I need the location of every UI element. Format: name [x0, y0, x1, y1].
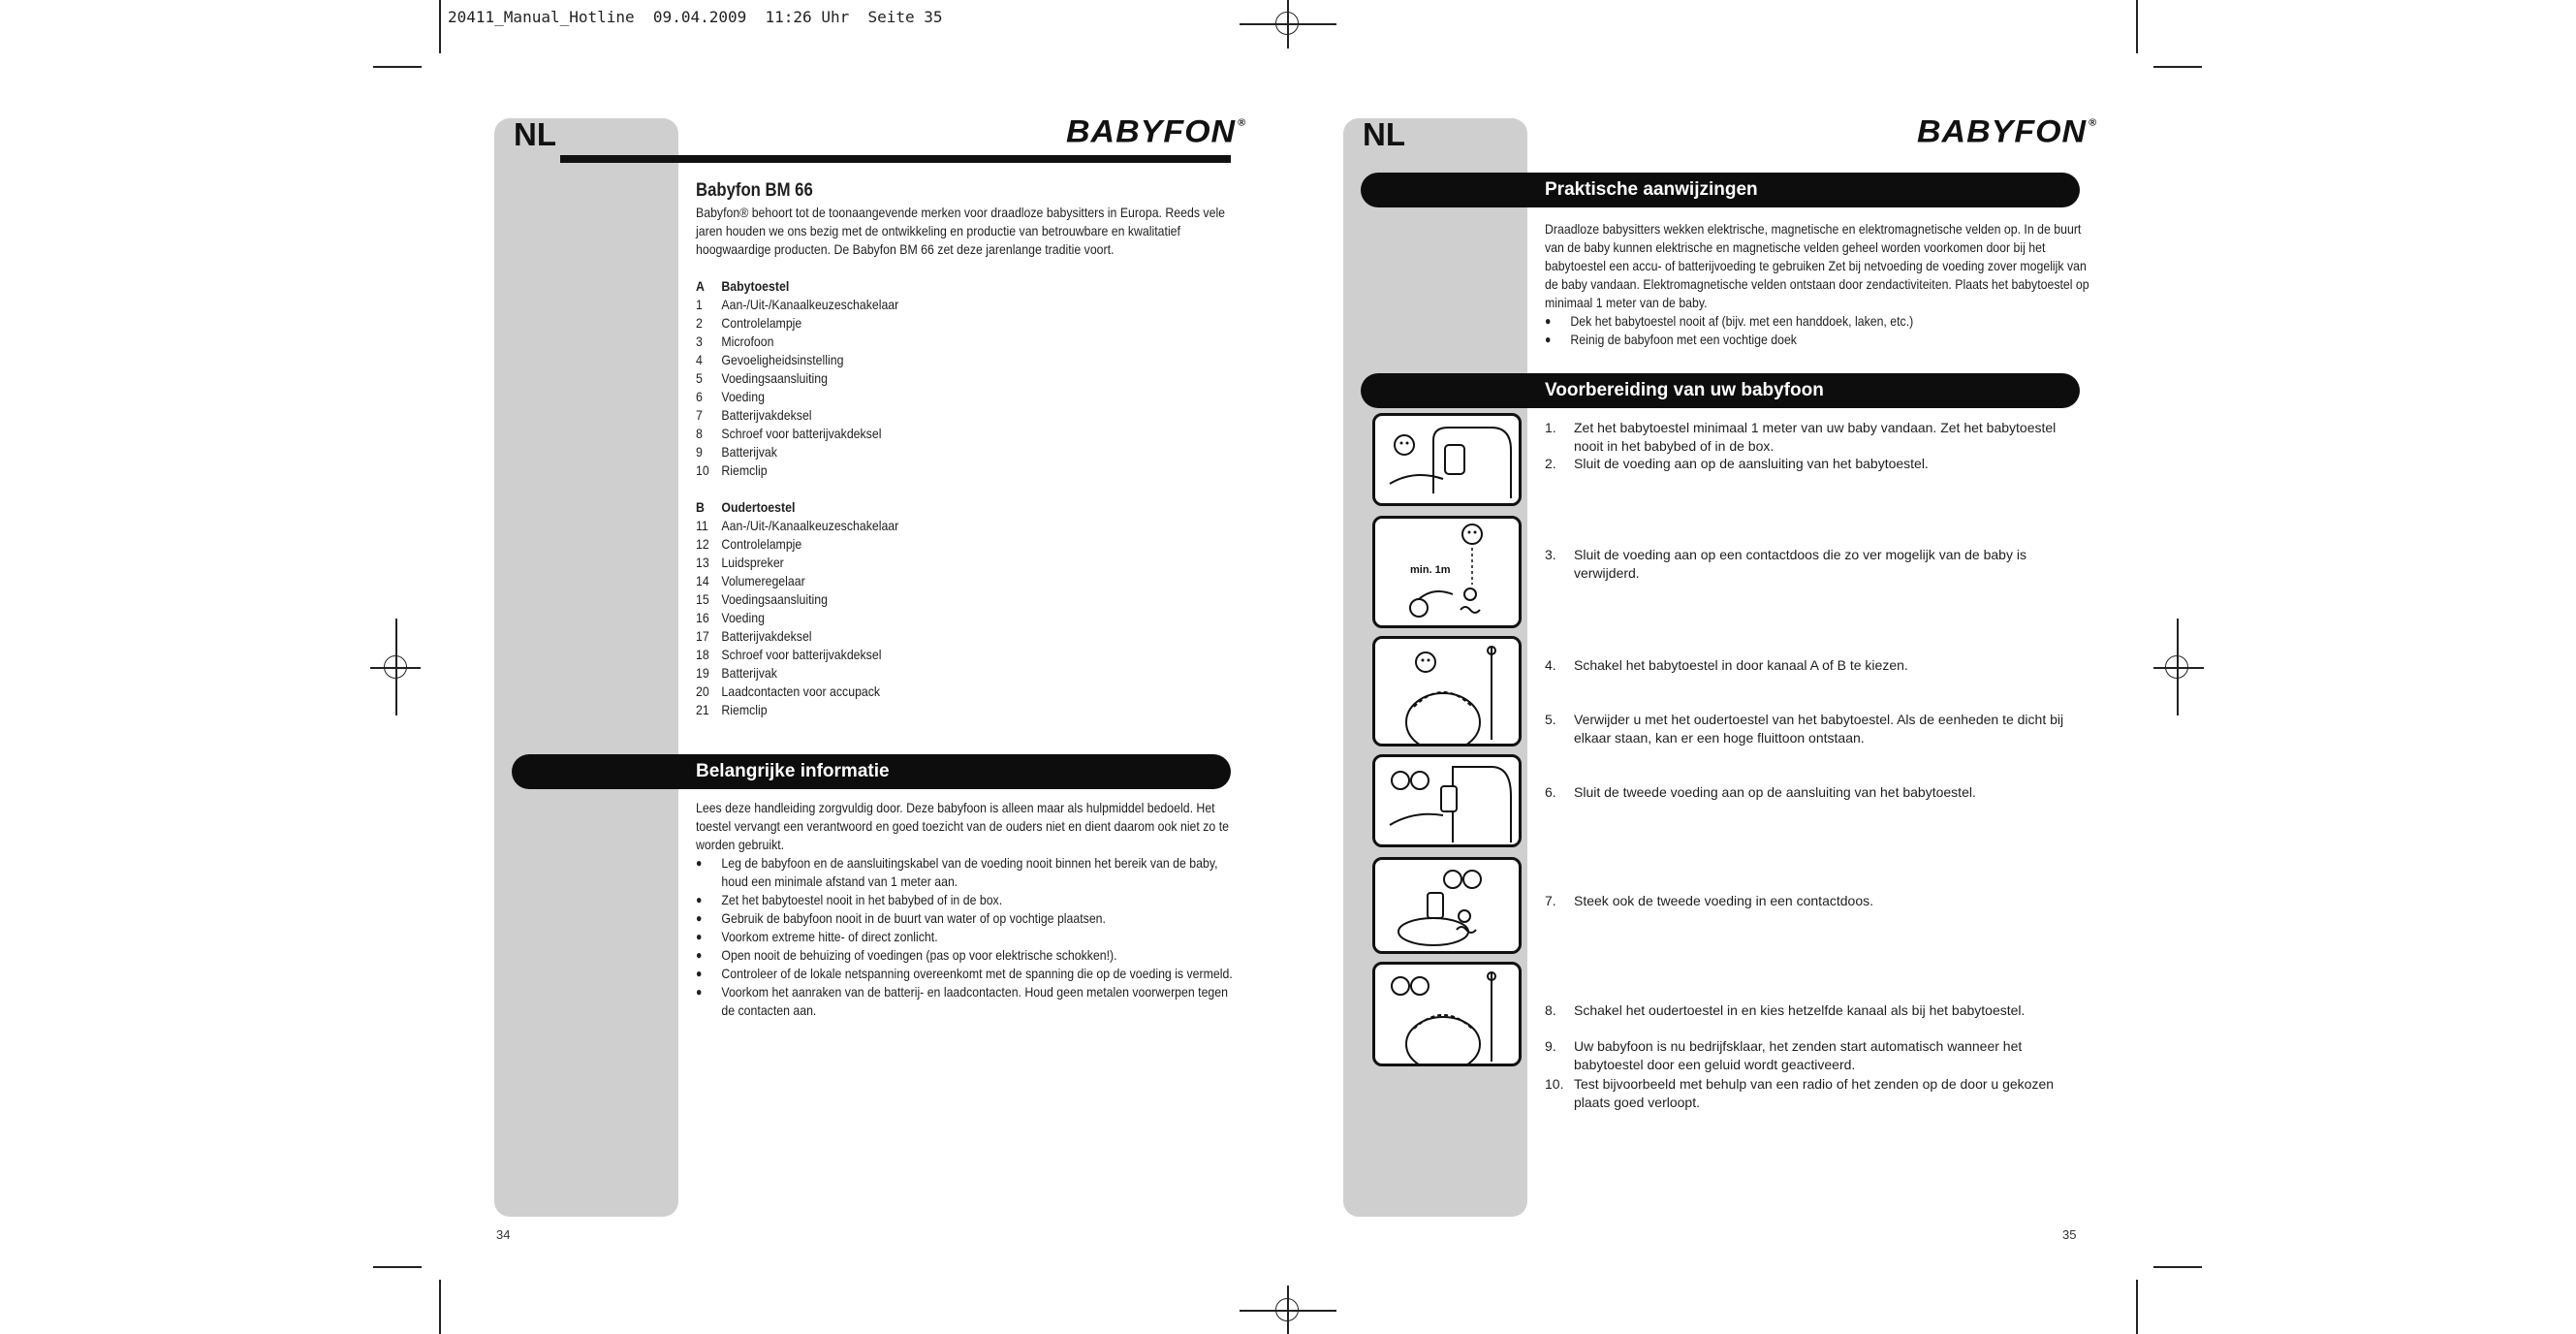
- illustration-min-distance: [1372, 516, 1522, 628]
- crop-mark: [2153, 66, 2202, 68]
- list-item: 12 Controlelampje: [696, 536, 802, 552]
- right-logo-text: BABYFON: [1917, 113, 2088, 150]
- crop-mark: [2136, 0, 2138, 53]
- registration-line: [2153, 667, 2204, 669]
- product-title: Babyfon BM 66: [696, 180, 813, 201]
- practical-tips-text: Draadloze babysitters wekken elektrische, magnetische en elektromagnetische velden op. In de buurt van de baby kunnen elektrische en magnetische velden geheel worden voorkomen door bij het babytoestel een accu- of batterijvoeding te gebruiken Zet bij netvoeding de voeding zover mogelijk van de baby vandaan. Elektromagnetische velden ontstaan door zendactiviteiten. Plaats het babytoestel op minimaal 1 meter van de baby.: [1545, 221, 2089, 310]
- print-header: 20411_Manual_Hotline 09.04.2009 11:26 Uhr Seite 35: [448, 8, 943, 26]
- illustration-parent-unit: [1372, 962, 1522, 1066]
- preparation-heading-bar: [1361, 373, 2080, 408]
- crop-mark: [373, 66, 422, 68]
- crop-mark: [439, 1280, 441, 1334]
- list-item: 10 Riemclip: [696, 462, 768, 478]
- important-info-intro: Lees deze handleiding zorgvuldig door. Deze babyfoon is alleen maar als hulpmiddel bedoeld. Het toestel vervangt een verantwoord en goed toezicht van de ouders niet en dient daarom ook niet zo te worden gebruikt.: [696, 800, 1229, 852]
- practical-tips-heading-bar: [1361, 173, 2080, 207]
- list-item: 17 Batterijvakdeksel: [696, 628, 812, 644]
- list-item: 16 Voeding: [696, 610, 765, 625]
- important-info-heading-bar: [512, 754, 1231, 789]
- bullet-item: ● Dek het babytoestel nooit af (bijv. met een handdoek, laken, etc.): [1545, 313, 1914, 329]
- step-item: 10. Test bijvoorbeeld met behulp van een radio of het zenden op de door u gekozen plaats goed verloopt.: [1545, 1076, 2055, 1110]
- illustration-baby-unit-placement: [1372, 413, 1522, 506]
- preparation-heading: Voorbereiding van uw babyfoon: [1545, 380, 1824, 400]
- list-item: 8 Schroef voor batterijvakdeksel: [696, 426, 882, 441]
- registration-line: [1287, 1286, 1289, 1334]
- list-item: 13 Luidspreker: [696, 555, 784, 570]
- list-b-heading: B Oudertoestel: [696, 499, 796, 515]
- practical-tips-body: [1545, 220, 2090, 349]
- bullet-item: ● Reinig de babyfoon met een vochtige doek: [1545, 332, 1797, 347]
- list-b: [696, 517, 1241, 719]
- list-item: 6 Voeding: [696, 389, 765, 404]
- list-item: 2 Controlelampje: [696, 315, 802, 331]
- bullet-item: ● Open nooit de behuizing of voedingen (pas op voor elektrische schokken!).: [696, 947, 1117, 963]
- left-main-text: [696, 180, 1241, 719]
- list-item: 3 Microfoon: [696, 334, 774, 349]
- right-language-label: NL: [1363, 116, 1405, 152]
- left-logo-text: BABYFON: [1066, 113, 1237, 150]
- list-a: [696, 296, 1241, 480]
- step-item: 2. Sluit de voeding aan op de aansluiting van het babytoestel.: [1545, 456, 1929, 471]
- left-logo-mark: ®: [1238, 116, 1247, 129]
- right-babyfon-logo: [1917, 114, 2097, 150]
- illustration-plug-in-socket: [1372, 857, 1522, 954]
- left-sidebar-band: [494, 118, 678, 1217]
- important-info-body: [696, 799, 1241, 1020]
- list-item: 21 Riemclip: [696, 702, 768, 717]
- list-item: 9 Batterijvak: [696, 444, 777, 460]
- step-item: 4. Schakel het babytoestel in door kanaal A of B te kiezen.: [1545, 657, 1908, 673]
- bullet-item: ● Zet het babytoestel nooit in het babybed of in de box.: [696, 892, 1003, 907]
- list-item: 1 Aan-/Uit-/Kanaalkeuzeschakelaar: [696, 297, 899, 312]
- right-logo-mark: ®: [2089, 116, 2098, 129]
- list-item: 18 Schroef voor batterijvakdeksel: [696, 647, 882, 662]
- step-item: 9. Uw babyfoon is nu bedrijfsklaar, het zenden start automatisch wanneer het babytoestel door een geluid wordt geactiveerd.: [1545, 1038, 2023, 1072]
- step-item: 8. Schakel het oudertoestel in en kies hetzelfde kanaal als bij het babytoestel.: [1545, 1002, 2026, 1018]
- list-item: 4 Gevoeligheidsinstelling: [696, 352, 844, 367]
- left-babyfon-logo: [1066, 114, 1246, 150]
- list-item: 20 Laadcontacten voor accupack: [696, 683, 881, 699]
- practical-tips-heading: Praktische aanwijzingen: [1545, 179, 1758, 200]
- bullet-item: ● Controleer of de lokale netspanning overeenkomt met de spanning die op de voeding is vermeld.: [696, 966, 1233, 981]
- illustration-second-power-supply: [1372, 754, 1522, 847]
- step-item: 1. Zet het babytoestel minimaal 1 meter van uw baby vandaan. Zet het babytoestel nooit in het babybed of in de box.: [1545, 420, 2057, 454]
- right-page-number: 35: [2062, 1227, 2077, 1242]
- list-item: 14 Volumeregelaar: [696, 573, 805, 588]
- bullet-item: ● Leg de babyfoon en de aansluitingskabel van de voeding nooit binnen het bereik van de baby, houd een minimale afstand van 1 meter aan.: [696, 855, 1218, 889]
- bullet-item: ● Voorkom extreme hitte- of direct zonlicht.: [696, 929, 938, 944]
- left-page-number: 34: [496, 1227, 511, 1242]
- list-a-heading: A Babytoestel: [696, 278, 790, 294]
- registration-line: [2177, 619, 2179, 715]
- left-header-rule: [560, 155, 1231, 163]
- step-item: 3. Sluit de voeding aan op een contactdoos die zo ver mogelijk van de baby is verwijderd.: [1545, 547, 2026, 581]
- min-distance-label: min. 1m: [1410, 564, 1451, 576]
- left-language-label: NL: [514, 116, 556, 152]
- step-item: 6. Sluit de tweede voeding aan op de aansluiting van het babytoestel.: [1545, 784, 1976, 800]
- list-item: 5 Voedingsaansluiting: [696, 370, 829, 386]
- registration-line: [1287, 0, 1289, 48]
- bullet-item: ● Gebruik de babyfoon nooit in de buurt van water of op vochtige plaatsen.: [696, 910, 1106, 926]
- crop-mark: [439, 0, 441, 53]
- list-item: 19 Batterijvak: [696, 665, 777, 681]
- crop-mark: [2136, 1280, 2138, 1334]
- registration-line: [395, 619, 397, 715]
- list-item: 11 Aan-/Uit-/Kanaalkeuzeschakelaar: [696, 518, 899, 533]
- important-info-heading: Belangrijke informatie: [696, 761, 890, 781]
- step-item: 7. Steek ook de tweede voeding in een contactdoos.: [1545, 893, 1873, 908]
- product-intro: Babyfon® behoort tot de toonaangevende merken voor draadloze babysitters in Europa. Reeds vele jaren houden we ons bezig met de ontwikkeling en productie van betrouwbare en kwalitatief hoogwaardige producten. De Babyfon BM 66 zet deze jarenlange traditie voort.: [696, 205, 1226, 257]
- crop-mark: [2153, 1266, 2202, 1268]
- crop-mark: [373, 1266, 422, 1268]
- list-item: 7 Batterijvakdeksel: [696, 407, 812, 423]
- list-item: 15 Voedingsaansluiting: [696, 591, 829, 607]
- step-item: 5. Verwijder u met het oudertoestel van het babytoestel. Als de eenheden te dicht bij elkaar staan, kan er een hoge fluittoon ontstaan.: [1545, 712, 2064, 746]
- bullet-item: ● Voorkom het aanraken van de batterij- en laadcontacten. Houd geen metalen voorwerpen tegen de contacten aan.: [696, 984, 1228, 1018]
- illustration-switch-channel: [1372, 636, 1522, 746]
